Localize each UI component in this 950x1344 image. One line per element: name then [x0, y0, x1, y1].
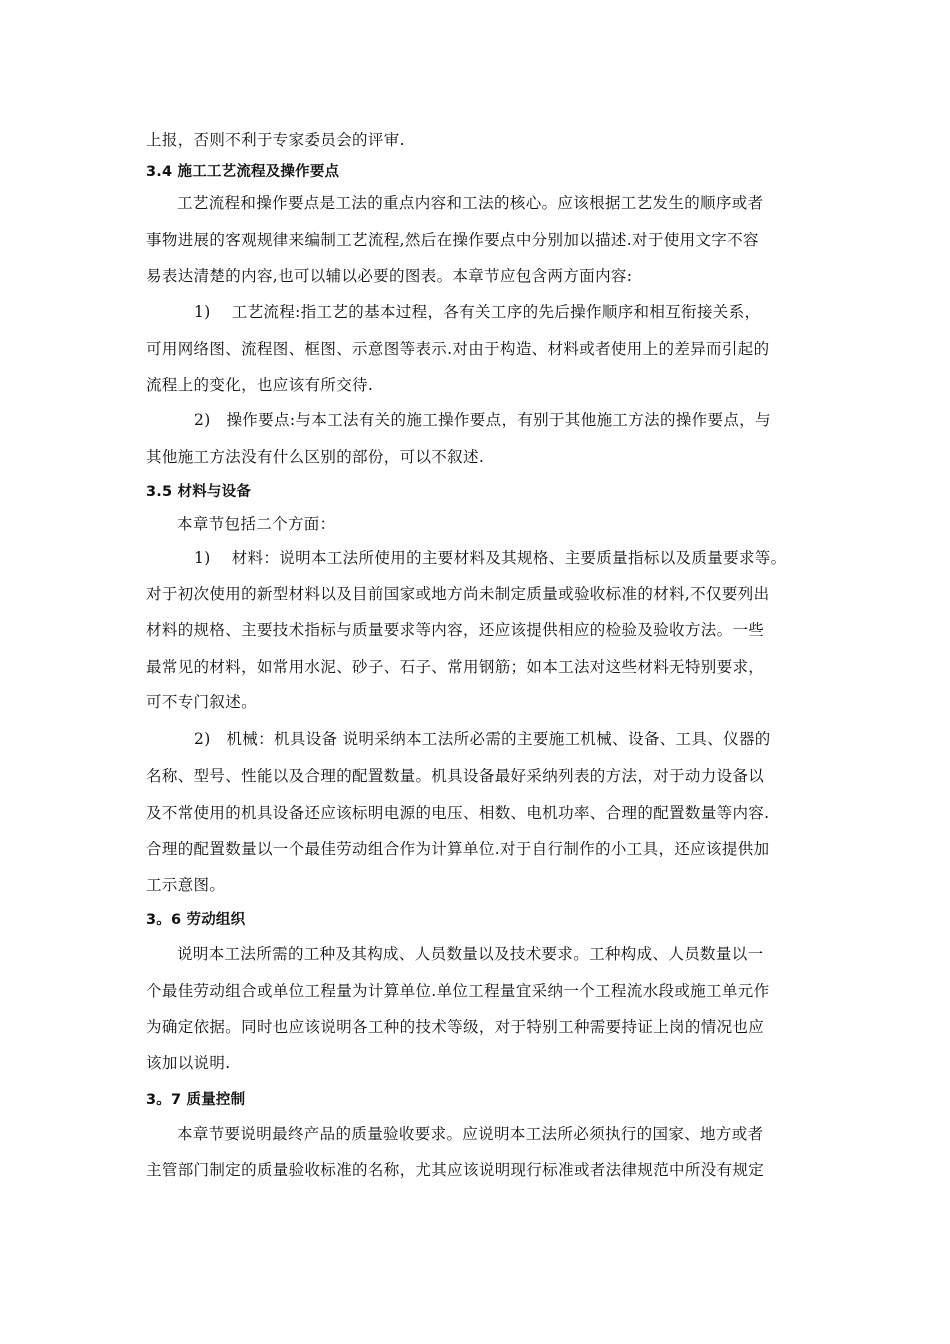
section-heading-3-6: 3。6 劳动组织: [146, 912, 246, 928]
paragraph-line: 流程上的变化，也应该有所交待.: [146, 376, 374, 394]
paragraph-line: 上报，否则不利于专家委员会的评审.: [146, 131, 405, 149]
list-item-line: 1) 材料：说明本工法所使用的主要材料及其规格、主要质量指标以及质量要求等。: [194, 549, 787, 567]
paragraph-line: 可用网络图、流程图、框图、示意图等表示.对由于构造、材料或者使用上的差异而引起的: [146, 340, 770, 358]
paragraph-line: 个最佳劳动组合或单位工程量为计算单位.单位工程量宜采纳一个工程流水段或施工单元作: [146, 982, 770, 1000]
paragraph-line: 事物进展的客观规律来编制工艺流程,然后在操作要点中分别加以描述.对于使用文字不容: [146, 231, 759, 249]
section-heading-3-4: 3.4 施工工艺流程及操作要点: [146, 164, 340, 180]
paragraph-line: 合理的配置数量以一个最佳劳动组合作为计算单位.对于自行制作的小工具，还应该提供加: [146, 840, 770, 858]
paragraph-line: 可不专门叙述。: [146, 693, 257, 711]
paragraph-line: 及不常使用的机具设备还应该标明电源的电压、相数、电机功率、合理的配置数量等内容.: [146, 804, 770, 822]
list-item-line: 2) 机械：机具设备 说明采纳本工法所必需的主要施工机械、设备、工具、仪器的: [194, 730, 771, 748]
paragraph-line: 最常见的材料，如常用水泥、砂子、石子、常用钢筋；如本工法对这些材料无特别要求，: [146, 658, 765, 676]
paragraph-line: 工艺流程和操作要点是工法的重点内容和工法的核心。应该根据工艺发生的顺序或者: [177, 194, 764, 212]
paragraph-line: 易表达清楚的内容,也可以辅以必要的图表。本章节应包含两方面内容:: [146, 267, 633, 285]
section-heading-3-7: 3。7 质量控制: [146, 1092, 246, 1108]
paragraph-line: 其他施工方法没有什么区别的部份，可以不叙述.: [146, 448, 485, 466]
paragraph-line: 为确定依据。同时也应该说明各工种的技术等级，对于特别工种需要持证上岗的情况也应: [146, 1018, 765, 1036]
paragraph-line: 说明本工法所需的工种及其构成、人员数量以及技术要求。工种构成、人员数量以一: [177, 945, 764, 963]
paragraph-line: 名称、型号、性能以及合理的配置数量。机具设备最好采纳列表的方法，对于动力设备以: [146, 767, 765, 785]
list-item-line: 1) 工艺流程:指工艺的基本过程，各有关工序的先后操作顺序和相互衔接关系，: [194, 303, 761, 321]
list-item-line: 2) 操作要点:与本工法有关的施工操作要点，有别于其他施工方法的操作要点，与: [194, 411, 771, 429]
paragraph-line: 该加以说明.: [146, 1054, 231, 1072]
paragraph-line: 材料的规格、主要技术指标与质量要求等内容，还应该提供相应的检验及验收方法。一些: [146, 621, 765, 639]
paragraph-line: 主管部门制定的质量验收标准的名称，尤其应该说明现行标准或者法律规范中所没有规定: [146, 1161, 765, 1179]
paragraph-line: 本章节要说明最终产品的质量验收要求。应说明本工法所必须执行的国家、地方或者: [177, 1125, 764, 1143]
section-heading-3-5: 3.5 材料与设备: [146, 484, 252, 500]
paragraph-line: 本章节包括二个方面：: [177, 515, 336, 533]
paragraph-line: 工示意图。: [146, 876, 226, 894]
paragraph-line: 对于初次使用的新型材料以及目前国家或地方尚未制定质量或验收标准的材料,不仅要列出: [146, 585, 770, 603]
